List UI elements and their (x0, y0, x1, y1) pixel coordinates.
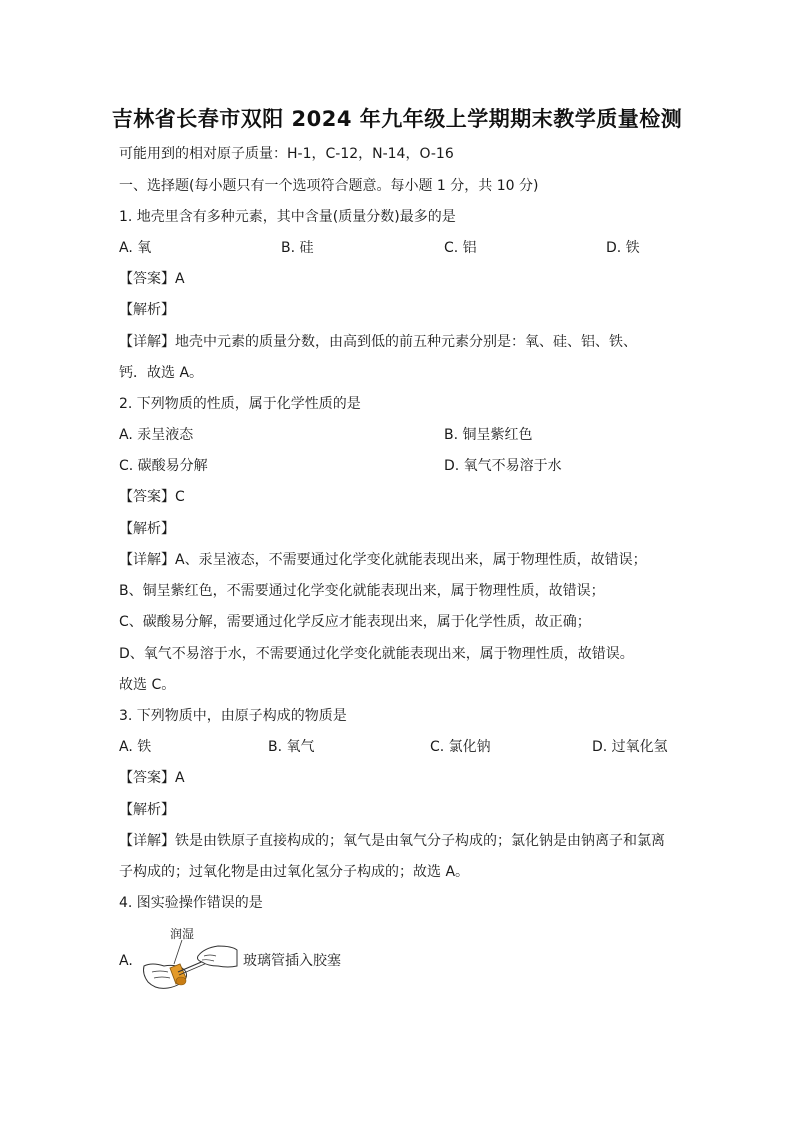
question-3-option-c: C. 氯化钠 (430, 739, 491, 755)
question-2-analysis-label: 【解析】 (119, 521, 175, 537)
question-2-detail-line: 【详解】A、汞呈液态，不需要通过化学变化就能表现出来，属于物理性质，故错误； (119, 552, 647, 568)
question-2-detail-line: B、铜呈紫红色，不需要通过化学变化就能表现出来，属于物理性质，故错误； (119, 583, 605, 599)
question-3-stem: 3. 下列物质中，由原子构成的物质是 (119, 708, 347, 724)
question-3-answer: 【答案】A (119, 770, 185, 786)
question-1-analysis-label: 【解析】 (119, 302, 175, 318)
section-heading: 一、选择题(每小题只有一个选项符合题意。每小题 1 分，共 10 分) (119, 178, 539, 194)
question-1-option-b: B. 硅 (281, 240, 314, 256)
stopper-end (176, 977, 186, 985)
question-1-answer: 【答案】A (119, 271, 185, 287)
question-3-option-a: A. 铁 (119, 739, 152, 755)
figure-label-wet: 润湿 (170, 927, 195, 941)
question-1-detail-line: 【详解】地壳中元素的质量分数，由高到低的前五种元素分别是：氧、硅、铝、铁、 (119, 334, 637, 350)
question-2-detail-line: 故选 C。 (119, 677, 176, 693)
question-1-detail-line: 钙．故选 A。 (119, 365, 204, 381)
question-2-option-b: B. 铜呈紫红色 (444, 427, 533, 443)
question-2-detail-line: C、碳酸易分解，需要通过化学反应才能表现出来，属于化学性质，故正确； (119, 614, 591, 630)
document-title: 吉林省长春市双阳 2024 年九年级上学期期末教学质量检测 (111, 107, 683, 131)
question-1-option-d: D. 铁 (606, 240, 640, 256)
atomic-masses-note: 可能用到的相对原子质量：H-1，C-12，N-14，O-16 (119, 146, 454, 162)
question-3-option-d: D. 过氧化氢 (592, 739, 668, 755)
question-2-answer: 【答案】C (119, 489, 185, 505)
question-4-option-a-label: A. (119, 953, 133, 969)
question-2-option-a: A. 汞呈液态 (119, 427, 194, 443)
question-1-option-c: C. 铝 (444, 240, 477, 256)
right-hand-shape (198, 946, 238, 967)
question-3-detail-line: 子构成的；过氧化物是由过氧化氢分子构成的；故选 A。 (119, 864, 470, 880)
question-4-stem: 4. 图实验操作错误的是 (119, 895, 263, 911)
figure-caption: 玻璃管插入胶塞 (243, 953, 341, 969)
question-2-option-d: D. 氧气不易溶于水 (444, 458, 562, 474)
question-3-detail-line: 【详解】铁是由铁原子直接构成的；氧气是由氧气分子构成的；氯化钠是由钠离子和氯离 (119, 833, 665, 849)
question-1-stem: 1. 地壳里含有多种元素，其中含量(质量分数)最多的是 (119, 209, 456, 225)
question-2-detail-line: D、氧气不易溶于水，不需要通过化学变化就能表现出来，属于物理性质，故错误。 (119, 646, 634, 662)
question-3-option-b: B. 氧气 (268, 739, 315, 755)
label-pointer-line (174, 940, 182, 964)
question-2-stem: 2. 下列物质的性质，属于化学性质的是 (119, 396, 361, 412)
question-3-analysis-label: 【解析】 (119, 802, 175, 818)
question-2-option-c: C. 碳酸易分解 (119, 458, 208, 474)
question-1-option-a: A. 氧 (119, 240, 152, 256)
